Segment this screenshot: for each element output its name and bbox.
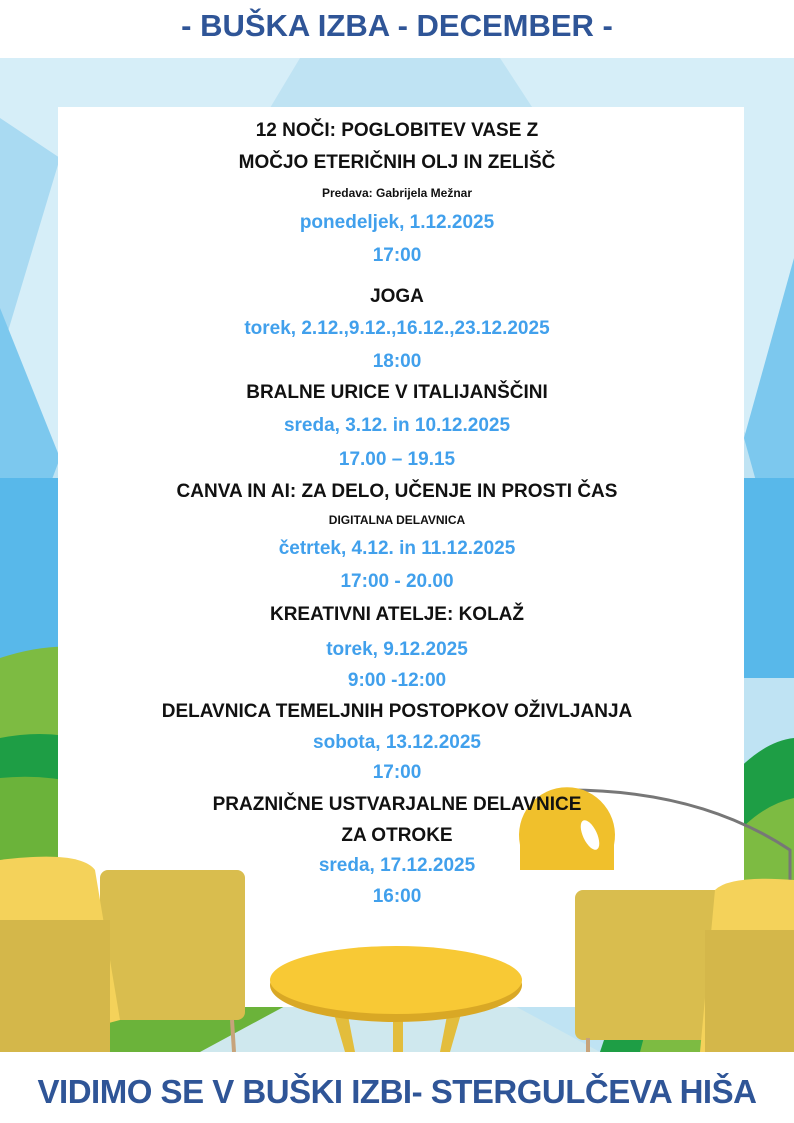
event-date: sobota, 13.12.2025 [313, 732, 481, 753]
event-date: četrtek, 4.12. in 11.12.2025 [278, 538, 516, 559]
event-title: PRAZNIČNE USTVARJALNE DELAVNICE [212, 794, 582, 815]
event-time: 9:00 -12:00 [347, 670, 447, 691]
furniture-illustration [0, 780, 794, 1052]
event-title: JOGA [370, 286, 424, 307]
event-date: ponedeljek, 1.12.2025 [299, 212, 495, 233]
event-time: 16:00 [372, 886, 422, 907]
poster-footer: VIDIMO SE V BUŠKI IZBI- STERGULČEVA HIŠA [37, 1073, 757, 1110]
event-time: 18:00 [372, 351, 422, 372]
event-subtitle: Predava: Gabrijela Mežnar [321, 186, 473, 200]
poster-title: - BUŠKA IZBA - DECEMBER - [181, 8, 613, 43]
event-title: 12 NOČI: POGLOBITEV VASE Z [255, 120, 539, 141]
coffee-table-icon [270, 946, 522, 1052]
event-time: 17.00 – 19.15 [338, 449, 456, 470]
event-date: sreda, 3.12. in 10.12.2025 [283, 415, 511, 436]
event-time: 17:00 [372, 762, 422, 783]
event-date: torek, 2.12.,9.12.,16.12.,23.12.2025 [244, 318, 550, 339]
event-title: MOČJO ETERIČNIH OLJ IN ZELIŠČ [238, 152, 556, 173]
event-title: DELAVNICA TEMELJNIH POSTOPKOV OŽIVLJANJA [161, 701, 633, 722]
event-title: BRALNE URICE V ITALIJANŠČINI [246, 382, 548, 403]
event-date: sreda, 17.12.2025 [318, 855, 476, 876]
event-subtitle: DIGITALNA DELAVNICA [328, 513, 466, 527]
event-time: 17:00 - 20.00 [340, 571, 454, 592]
event-title: ZA OTROKE [341, 825, 453, 846]
event-date: torek, 9.12.2025 [326, 639, 468, 660]
event-title: KREATIVNI ATELJE: KOLAŽ [269, 604, 525, 625]
event-title: CANVA IN AI: ZA DELO, UČENJE IN PROSTI ČAS [176, 481, 618, 502]
event-time: 17:00 [372, 245, 422, 266]
